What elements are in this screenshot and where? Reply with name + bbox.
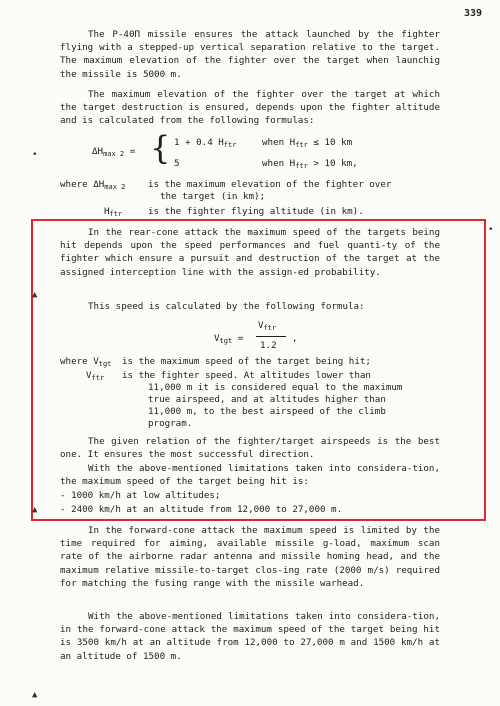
formula1-case2: 5 [174,158,180,169]
margin-mark-3: ▲ [32,290,38,300]
margin-mark-4: ▲ [32,505,38,515]
relation-paragraph: The given relation of the fighter/target airspeeds is the best one. It ensures the most successful direction. [60,436,440,461]
margin-mark-1: • [32,150,38,160]
formula1-brace: { [150,129,171,167]
where1-text2: is the fighter flying altitude (in km). [148,206,364,217]
forward-cone-paragraph: In the forward-cone attack the maximum speed is limited by the time required for aiming, available missile g-load, maximum scan rate of the airborne radar antenna and missile homing head, and the maximum relative missile-to-target clos-ing rate (2000 m/s) required for matching the fusing range with the missile warhead. [60,525,440,589]
formula2-tail: , [292,333,298,344]
formula2-denominator: 1.2 [260,340,277,351]
formula2-lhs: $V_{tgt}$ = [214,333,244,345]
formula2-numerator: $V_{ftr}$ [258,320,277,332]
limitations-paragraph: With the above-mentioned limitations taken into considera-tion, the maximum speed of the target being hit is: [60,463,440,488]
where1-lead: where $\Delta H_{max 2}$ [60,179,126,191]
where2-text2a: is the fighter speed. At altitudes lower than [122,370,371,381]
where1-h: $H_{ftr}$ [104,206,123,218]
where2-text2b: 11,000 m it is considered equal to the maximum [148,382,403,393]
where2-text2c: true airspeed, and at altitudes higher than [148,394,386,405]
rear-cone-formula-intro: This speed is calculated by the following formula: [88,301,365,312]
margin-mark-2: • [488,225,494,235]
where2-text2d: 11,000 m, to the best airspeed of the climb [148,406,386,417]
where1-text1: is the maximum elevation of the fighter over [148,179,392,190]
formula1-case1: 1 + 0.4 $H_{ftr}$ [174,137,237,149]
intro-paragraph-1: The P-40П missile ensures the attack launched by the fighter flying with a stepped-up vertical separation relative to the target. The maximum elevation of the fighter over the target when launchig the missile is 5000 m. [60,29,440,80]
forward-cone-limits-paragraph: With the above-mentioned limitations taken into considera-tion, in the forward-cone attack the maximum speed of the target being hit is 3500 km/h at an altitude from 12,000 to 27,000 m and 1500 km/h at an altitude of 1500 m. [60,611,440,662]
where2-v: $V_{ftr}$ [86,370,105,382]
where2-text2e: program. [148,418,193,429]
formula2-fraction-bar [256,336,286,337]
rear-cone-paragraph: In the rear-cone attack the maximum speed of the targets being hit depends upon the speed performances and fuel quanti-ty of the fighter which ensure a pursuit and destruction of the target at the assigned interception line with the assign-ed probability. [60,227,440,278]
formula1-lhs: $\Delta H_{max 2}$ = [92,146,136,158]
where1-text1b: the target (in km); [160,191,266,202]
where2-text1: is the maximum speed of the target being hit; [122,356,371,367]
speed-list-item-2: - 2400 km/h at an altitude from 12,000 to 27,000 m. [60,504,343,515]
speed-list-item-1: - 1000 km/h at low altitudes; [60,490,221,501]
intro-paragraph-2: The maximum elevation of the fighter over the target at which the target destruction is ensured, depends upon the fighter altitude and is calculated from the following formulas: [60,89,440,127]
page-number: 339 [464,8,483,19]
where2-lead: where $V_{tgt}$ [60,356,112,368]
formula1-case1-condition: when $H_{ftr} \le 10$ km [262,137,353,149]
margin-mark-5: ▲ [32,690,38,700]
formula1-case2-condition: when $H_{ftr} > 10$ km, [262,158,358,170]
